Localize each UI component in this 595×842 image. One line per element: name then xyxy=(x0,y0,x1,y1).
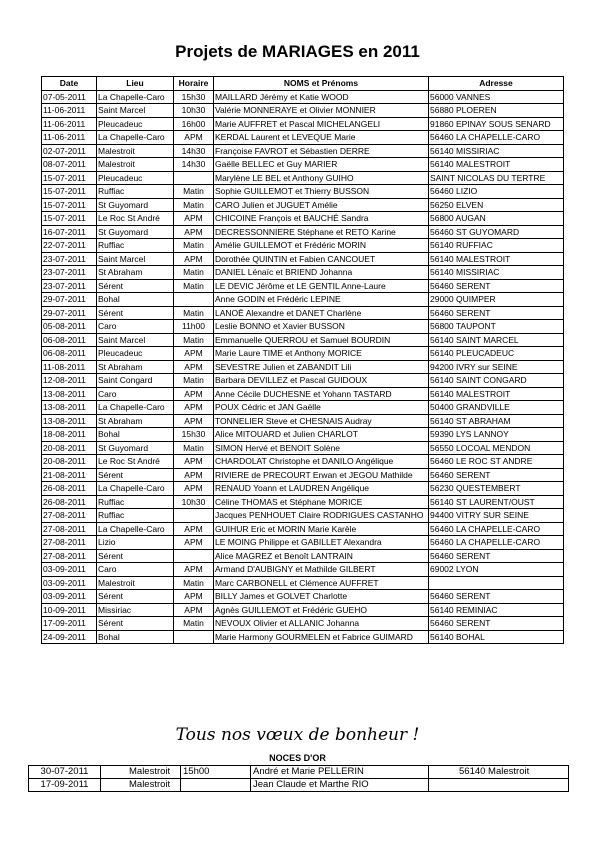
lieu-cell: Saint Marcel xyxy=(97,333,174,347)
table-row xyxy=(42,482,564,496)
horaire-cell: APM xyxy=(174,590,214,604)
lieu-cell: Pleucadeuc xyxy=(97,347,174,361)
lieu-cell: St Guyomard xyxy=(97,441,174,455)
date-cell: 16-07-2011 xyxy=(42,225,97,239)
lieu-cell: Saint Marcel xyxy=(97,104,174,118)
date-cell: 24-09-2011 xyxy=(42,630,97,644)
date-cell: 06-08-2011 xyxy=(42,333,97,347)
table-row xyxy=(42,630,564,644)
noms-cell: Marylène LE BEL et Anthony GUIHO xyxy=(214,171,429,185)
marriage-table xyxy=(41,76,564,644)
date-cell: 29-07-2011 xyxy=(42,306,97,320)
date-cell: 07-05-2011 xyxy=(42,90,97,104)
date-cell: 03-09-2011 xyxy=(42,590,97,604)
table-row xyxy=(42,320,564,334)
lieu-cell: Lizio xyxy=(97,536,174,550)
adresse-cell: 56230 QUESTEMBERT xyxy=(429,482,564,496)
date-cell: 11-06-2011 xyxy=(42,117,97,131)
date-cell: 12-08-2011 xyxy=(42,374,97,388)
noms-cell: Marie Harmony GOURMELEN et Fabrice GUIMARD xyxy=(214,630,429,644)
adresse-cell: 56140 MALESTROIT xyxy=(429,387,564,401)
horaire-cell: Matin xyxy=(174,266,214,280)
horaire-cell: Matin xyxy=(174,374,214,388)
horaire-cell: APM xyxy=(174,414,214,428)
adresse-cell: 56460 LA CHAPELLE-CARO xyxy=(429,131,564,145)
date-cell: 27-08-2011 xyxy=(42,549,97,563)
table-row xyxy=(42,144,564,158)
table-row xyxy=(42,617,564,631)
horaire-cell: Matin xyxy=(174,306,214,320)
horaire-cell: 14h30 xyxy=(174,158,214,172)
lieu-cell: Le Roc St André xyxy=(97,455,174,469)
date-cell: 21-08-2011 xyxy=(42,468,97,482)
adresse-cell: 56460 SERENT xyxy=(429,306,564,320)
adresse-cell: 56460 ST GUYOMARD xyxy=(429,225,564,239)
noms-cell: Anne Cécile DUCHESNE et Yohann TASTARD xyxy=(214,387,429,401)
noms-cell: Marc CARBONELL et Clémence AUFFRET xyxy=(214,576,429,590)
noms-cell: MAILLARD Jérémy et Katie WOOD xyxy=(214,90,429,104)
table-row xyxy=(42,306,564,320)
date-cell: 08-07-2011 xyxy=(42,158,97,172)
noms-cell: Anne GODIN et Frédéric LEPINE xyxy=(214,293,429,307)
noms-cell: SEVESTRE Julien et ZABANDIT Lili xyxy=(214,360,429,374)
lieu-cell: La Chapelle-Caro xyxy=(97,401,174,415)
noms-cell: RENAUD Yoann et LAUDREN Angélique xyxy=(214,482,429,496)
date-cell: 18-08-2011 xyxy=(42,428,97,442)
noms-cell: Marie Laure TIME et Anthony MORICE xyxy=(214,347,429,361)
noms-cell: CARO Julien et JUGUET Amélie xyxy=(214,198,429,212)
noms-cell: Jacques PENHOUET Claire RODRIGUES CASTANHO xyxy=(214,509,429,523)
wish-text: Tous nos vœux de bonheur ! xyxy=(175,725,420,745)
table-row xyxy=(42,117,564,131)
adresse-cell: 56460 SERENT xyxy=(429,468,564,482)
date-cell: 27-08-2011 xyxy=(42,536,97,550)
date-cell: 27-08-2011 xyxy=(42,509,97,523)
lieu-cell: St Guyomard xyxy=(97,225,174,239)
lieu-cell: Ruffiac xyxy=(97,495,174,509)
lieu-cell: Missiriac xyxy=(97,603,174,617)
noms-cell: CHARDOLAT Christophe et DANILO Angélique xyxy=(214,455,429,469)
noms-cell: LE DEVIC Jérôme et LE GENTIL Anne-Laure xyxy=(214,279,429,293)
horaire-cell: APM xyxy=(174,212,214,226)
table-row xyxy=(42,347,564,361)
horaire-cell: APM xyxy=(174,252,214,266)
horaire-cell: 15h30 xyxy=(174,428,214,442)
noms-cell: Gaëlle BELLEC et Guy MARIER xyxy=(214,158,429,172)
horaire-cell: Matin xyxy=(174,198,214,212)
adresse-cell: 56000 VANNES xyxy=(429,90,564,104)
lieu-cell: Saint Marcel xyxy=(97,252,174,266)
table-row xyxy=(42,185,564,199)
date-cell: 23-07-2011 xyxy=(42,279,97,293)
lieu-cell: La Chapelle-Caro xyxy=(97,482,174,496)
noces-title: NOCES D'OR xyxy=(269,753,326,763)
adresse-cell: 59390 LYS LANNOY xyxy=(429,428,564,442)
adresse-cell: 56460 LIZIO xyxy=(429,185,564,199)
lieu-cell: Bohal xyxy=(97,428,174,442)
horaire-cell: APM xyxy=(174,401,214,415)
adresse-cell: 56140 REMINIAC xyxy=(429,603,564,617)
table-row xyxy=(42,279,564,293)
noces-adresse-cell xyxy=(429,779,569,792)
noces-lieu-cell: Malestroit xyxy=(101,779,181,792)
lieu-cell: St Abraham xyxy=(97,360,174,374)
adresse-cell: 56140 MALESTROIT xyxy=(429,252,564,266)
lieu-cell: Caro xyxy=(97,387,174,401)
table-row xyxy=(42,441,564,455)
table-row xyxy=(42,563,564,577)
table-row xyxy=(42,104,564,118)
adresse-cell: 56460 SERENT xyxy=(429,617,564,631)
noms-cell: Armand D'AUBIGNY et Mathilde GILBERT xyxy=(214,563,429,577)
lieu-cell: Sérent xyxy=(97,617,174,631)
lieu-cell: Sérent xyxy=(97,590,174,604)
date-cell: 23-07-2011 xyxy=(42,266,97,280)
table-row xyxy=(42,252,564,266)
noms-cell: BILLY James et GOLVET Charlotte xyxy=(214,590,429,604)
adresse-cell: 56250 ELVEN xyxy=(429,198,564,212)
horaire-cell xyxy=(174,293,214,307)
date-cell: 13-08-2011 xyxy=(42,387,97,401)
date-cell: 02-07-2011 xyxy=(42,144,97,158)
date-cell: 23-07-2011 xyxy=(42,252,97,266)
lieu-cell: Sérent xyxy=(97,468,174,482)
noms-cell: Barbara DEVILLEZ et Pascal GUIDOUX xyxy=(214,374,429,388)
table-row xyxy=(42,198,564,212)
table-row xyxy=(42,239,564,253)
table-row xyxy=(42,536,564,550)
lieu-cell: Caro xyxy=(97,320,174,334)
horaire-cell: 10h30 xyxy=(174,495,214,509)
noms-cell: Agnès GUILLEMOT et Frédéric GUEHO xyxy=(214,603,429,617)
adresse-cell: 56140 MALESTROIT xyxy=(429,158,564,172)
table-row xyxy=(42,576,564,590)
header-adresse: Adresse xyxy=(429,77,564,91)
date-cell: 11-08-2011 xyxy=(42,360,97,374)
noces-noms-cell: André et Marie PELLERIN xyxy=(251,766,429,779)
adresse-cell: 56140 MISSIRIAC xyxy=(429,266,564,280)
header-horaire: Horaire xyxy=(174,77,214,91)
noms-cell: Céline THOMAS et Stéphane MORICE xyxy=(214,495,429,509)
lieu-cell: Saint Congard xyxy=(97,374,174,388)
adresse-cell: 50400 GRANDVILLE xyxy=(429,401,564,415)
date-cell: 10-09-2011 xyxy=(42,603,97,617)
lieu-cell: Sérent xyxy=(97,306,174,320)
noms-cell: Amélie GUILLEMOT et Frédéric MORIN xyxy=(214,239,429,253)
adresse-cell: 56140 BOHAL xyxy=(429,630,564,644)
table-row xyxy=(42,131,564,145)
adresse-cell: 56800 TAUPONT xyxy=(429,320,564,334)
header-noms: NOMS et Prénoms xyxy=(214,77,429,91)
noms-cell: DANIEL Lénaïc et BRIEND Johanna xyxy=(214,266,429,280)
table-row xyxy=(42,428,564,442)
adresse-cell: 91860 EPINAY SOUS SENARD xyxy=(429,117,564,131)
lieu-cell: Sérent xyxy=(97,549,174,563)
noms-cell: Françoise FAVROT et Sébastien DERRE xyxy=(214,144,429,158)
table-row xyxy=(42,509,564,523)
horaire-cell: Matin xyxy=(174,185,214,199)
noms-cell: NEVOUX Olivier et ALLANIC Johanna xyxy=(214,617,429,631)
table-row xyxy=(42,549,564,563)
horaire-cell: APM xyxy=(174,522,214,536)
date-cell: 26-08-2011 xyxy=(42,482,97,496)
horaire-cell xyxy=(174,549,214,563)
horaire-cell: Matin xyxy=(174,617,214,631)
lieu-cell: La Chapelle-Caro xyxy=(97,131,174,145)
lieu-cell: Malestroit xyxy=(97,144,174,158)
adresse-cell: 56800 AUGAN xyxy=(429,212,564,226)
lieu-cell: Sérent xyxy=(97,279,174,293)
horaire-cell: APM xyxy=(174,563,214,577)
lieu-cell: Ruffiac xyxy=(97,509,174,523)
date-cell: 15-07-2011 xyxy=(42,185,97,199)
table-row xyxy=(42,225,564,239)
table-row xyxy=(42,401,564,415)
table-row xyxy=(42,90,564,104)
lieu-cell: Ruffiac xyxy=(97,239,174,253)
horaire-cell: 15h30 xyxy=(174,90,214,104)
lieu-cell: Caro xyxy=(97,563,174,577)
noms-cell: Emmanuelle QUERROU et Samuel BOURDIN xyxy=(214,333,429,347)
horaire-cell: APM xyxy=(174,536,214,550)
date-cell: 03-09-2011 xyxy=(42,563,97,577)
date-cell: 13-08-2011 xyxy=(42,414,97,428)
noces-table xyxy=(28,765,569,792)
adresse-cell xyxy=(429,576,564,590)
horaire-cell: APM xyxy=(174,482,214,496)
lieu-cell: La Chapelle-Caro xyxy=(97,522,174,536)
table-row xyxy=(42,266,564,280)
lieu-cell: Pleucadeuc xyxy=(97,117,174,131)
table-row xyxy=(42,293,564,307)
adresse-cell: 56460 LA CHAPELLE-CARO xyxy=(429,522,564,536)
adresse-cell: 56140 SAINT MARCEL xyxy=(429,333,564,347)
adresse-cell: 56460 LE ROC ST ANDRE xyxy=(429,455,564,469)
noms-cell: TONNELIER Steve et CHESNAIS Audray xyxy=(214,414,429,428)
adresse-cell: 56460 SERENT xyxy=(429,590,564,604)
horaire-cell: APM xyxy=(174,603,214,617)
date-cell: 27-08-2011 xyxy=(42,522,97,536)
noms-cell: Alice MAGREZ et Benoît LANTRAIN xyxy=(214,549,429,563)
horaire-cell: 10h30 xyxy=(174,104,214,118)
date-cell: 06-08-2011 xyxy=(42,347,97,361)
lieu-cell: St Guyomard xyxy=(97,198,174,212)
page-title: Projets de MARIAGES en 2011 xyxy=(175,42,420,61)
adresse-cell: 56140 SAINT CONGARD xyxy=(429,374,564,388)
noces-lieu-cell: Malestroit xyxy=(101,766,181,779)
date-cell: 15-07-2011 xyxy=(42,212,97,226)
date-cell: 15-07-2011 xyxy=(42,198,97,212)
horaire-cell: Matin xyxy=(174,576,214,590)
horaire-cell: APM xyxy=(174,387,214,401)
adresse-cell: 56880 PLOEREN xyxy=(429,104,564,118)
header-date: Date xyxy=(42,77,97,91)
lieu-cell: Bohal xyxy=(97,630,174,644)
lieu-cell: Bohal xyxy=(97,293,174,307)
noms-cell: KERDAL Laurent et LEVEQUE Marie xyxy=(214,131,429,145)
noms-cell: LE MOING Philippe et GABILLET Alexandra xyxy=(214,536,429,550)
table-row xyxy=(42,387,564,401)
table-row xyxy=(42,158,564,172)
adresse-cell: 94200 IVRY sur SEINE xyxy=(429,360,564,374)
noces-horaire-cell xyxy=(181,779,251,792)
noces-adresse-cell: 56140 Malestroit xyxy=(429,766,569,779)
horaire-cell: APM xyxy=(174,347,214,361)
adresse-cell: 56460 LA CHAPELLE-CARO xyxy=(429,536,564,550)
horaire-cell: Matin xyxy=(174,441,214,455)
adresse-cell: 56460 SERENT xyxy=(429,279,564,293)
adresse-cell: 29000 QUIMPER xyxy=(429,293,564,307)
noms-cell: POUX Cédric et JAN Gaëlle xyxy=(214,401,429,415)
horaire-cell: 11h00 xyxy=(174,320,214,334)
noms-cell: CHICOINE François et BAUCHÉ Sandra xyxy=(214,212,429,226)
lieu-cell: Le Roc St André xyxy=(97,212,174,226)
noms-cell: LANOË Alexandre et DANET Charlène xyxy=(214,306,429,320)
horaire-cell: APM xyxy=(174,455,214,469)
noces-row xyxy=(29,779,569,792)
noms-cell: Valérie MONNERAYE et Olivier MONNIER xyxy=(214,104,429,118)
header-lieu: Lieu xyxy=(97,77,174,91)
horaire-cell: APM xyxy=(174,360,214,374)
date-cell: 20-08-2011 xyxy=(42,441,97,455)
lieu-cell: Malestroit xyxy=(97,576,174,590)
table-row xyxy=(42,468,564,482)
noces-row xyxy=(29,766,569,779)
date-cell: 20-08-2011 xyxy=(42,455,97,469)
date-cell: 17-09-2011 xyxy=(42,617,97,631)
noces-noms-cell: Jean Claude et Marthe RIO xyxy=(251,779,429,792)
horaire-cell: Matin xyxy=(174,239,214,253)
adresse-cell: 56140 MISSIRIAC xyxy=(429,144,564,158)
adresse-cell: 56140 ST ABRAHAM xyxy=(429,414,564,428)
lieu-cell: St Abraham xyxy=(97,266,174,280)
noms-cell: Leslie BONNO et Xavier BUSSON xyxy=(214,320,429,334)
table-row xyxy=(42,414,564,428)
date-cell: 15-07-2011 xyxy=(42,171,97,185)
table-row xyxy=(42,171,564,185)
adresse-cell: 94400 VITRY SUR SEINE xyxy=(429,509,564,523)
table-header-row xyxy=(42,77,564,91)
adresse-cell: 56140 ST LAURENT/OUST xyxy=(429,495,564,509)
adresse-cell: SAINT NICOLAS DU TERTRE xyxy=(429,171,564,185)
adresse-cell: 56140 PLEUCADEUC xyxy=(429,347,564,361)
date-cell: 11-06-2011 xyxy=(42,131,97,145)
noms-cell: RIVIERE de PRECOURT Erwan et JEGOU Mathilde xyxy=(214,468,429,482)
noms-cell: SIMON Hervé et BENOIT Solène xyxy=(214,441,429,455)
table-row xyxy=(42,603,564,617)
date-cell: 22-07-2011 xyxy=(42,239,97,253)
table-row xyxy=(42,333,564,347)
horaire-cell: APM xyxy=(174,225,214,239)
table-row xyxy=(42,360,564,374)
horaire-cell: APM xyxy=(174,131,214,145)
noms-cell: GUIHUR Eric et MORIN Marie Karèle xyxy=(214,522,429,536)
adresse-cell: 56550 LOCOAL MENDON xyxy=(429,441,564,455)
date-cell: 29-07-2011 xyxy=(42,293,97,307)
adresse-cell: 56140 RUFFIAC xyxy=(429,239,564,253)
horaire-cell: APM xyxy=(174,468,214,482)
table-row xyxy=(42,455,564,469)
table-row xyxy=(42,374,564,388)
date-cell: 13-08-2011 xyxy=(42,401,97,415)
noms-cell: Sophie GUILLEMOT et Thierry BUSSON xyxy=(214,185,429,199)
adresse-cell: 69002 LYON xyxy=(429,563,564,577)
noms-cell: Dorothée QUINTIN et Fabien CANCOUET xyxy=(214,252,429,266)
date-cell: 11-06-2011 xyxy=(42,104,97,118)
lieu-cell: Ruffiac xyxy=(97,185,174,199)
noms-cell: Alice MITOUARD et Julien CHARLOT xyxy=(214,428,429,442)
noces-date-cell: 30-07-2011 xyxy=(29,766,101,779)
horaire-cell xyxy=(174,171,214,185)
date-cell: 03-09-2011 xyxy=(42,576,97,590)
table-row xyxy=(42,522,564,536)
horaire-cell: Matin xyxy=(174,279,214,293)
date-cell: 26-08-2011 xyxy=(42,495,97,509)
noces-horaire-cell: 15h00 xyxy=(181,766,251,779)
lieu-cell: St Abraham xyxy=(97,414,174,428)
horaire-cell: Matin xyxy=(174,333,214,347)
horaire-cell xyxy=(174,509,214,523)
lieu-cell: Pleucadeuc xyxy=(97,171,174,185)
table-row xyxy=(42,212,564,226)
lieu-cell: La Chapelle-Caro xyxy=(97,90,174,104)
adresse-cell: 56460 SERENT xyxy=(429,549,564,563)
horaire-cell xyxy=(174,630,214,644)
horaire-cell: 14h30 xyxy=(174,144,214,158)
lieu-cell: Malestroit xyxy=(97,158,174,172)
noms-cell: DECRESSONNIERE Stéphane et RETO Karine xyxy=(214,225,429,239)
horaire-cell: 16h00 xyxy=(174,117,214,131)
table-row xyxy=(42,495,564,509)
table-row xyxy=(42,590,564,604)
noces-date-cell: 17-09-2011 xyxy=(29,779,101,792)
noms-cell: Marie AUFFRET et Pascal MICHELANGELI xyxy=(214,117,429,131)
date-cell: 05-08-2011 xyxy=(42,320,97,334)
